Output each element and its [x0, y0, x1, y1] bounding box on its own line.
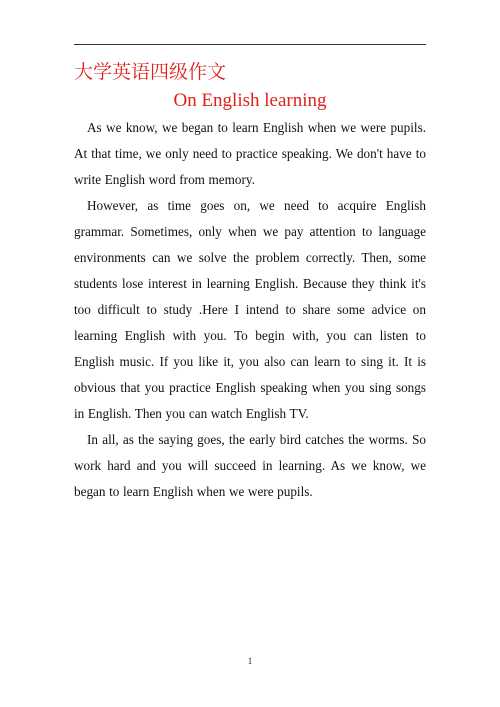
header-rule: [74, 44, 426, 45]
essay-title: On English learning: [173, 90, 327, 111]
paragraph-2: However, as time goes on, we need to acquire English grammar. Sometimes, only when we pay attention to language environments can we solve the problem correctly. Then, some students lose interest in learning English. Because they think it's too difficult to study .Here I intend to share some advice on learning English with you. To begin with, you can listen to English music. If you like it, you also can learn to sing it. It is obvious that you practice English speaking when you sing songs in English. Then you can watch English TV.: [74, 198, 426, 421]
essay-body: [74, 115, 426, 505]
paragraph-3: In all, as the saying goes, the early bird catches the worms. So work hard and you will succeed in learning. As we know, we began to learn English when we were pupils.: [74, 432, 426, 499]
chinese-heading: 大学英语四级作文: [74, 62, 227, 83]
paragraph-1: As we know, we began to learn English when we were pupils. At that time, we only need to practice speaking. We don't have to write English word from memory.: [74, 120, 426, 187]
page-number: 1: [247, 656, 253, 666]
